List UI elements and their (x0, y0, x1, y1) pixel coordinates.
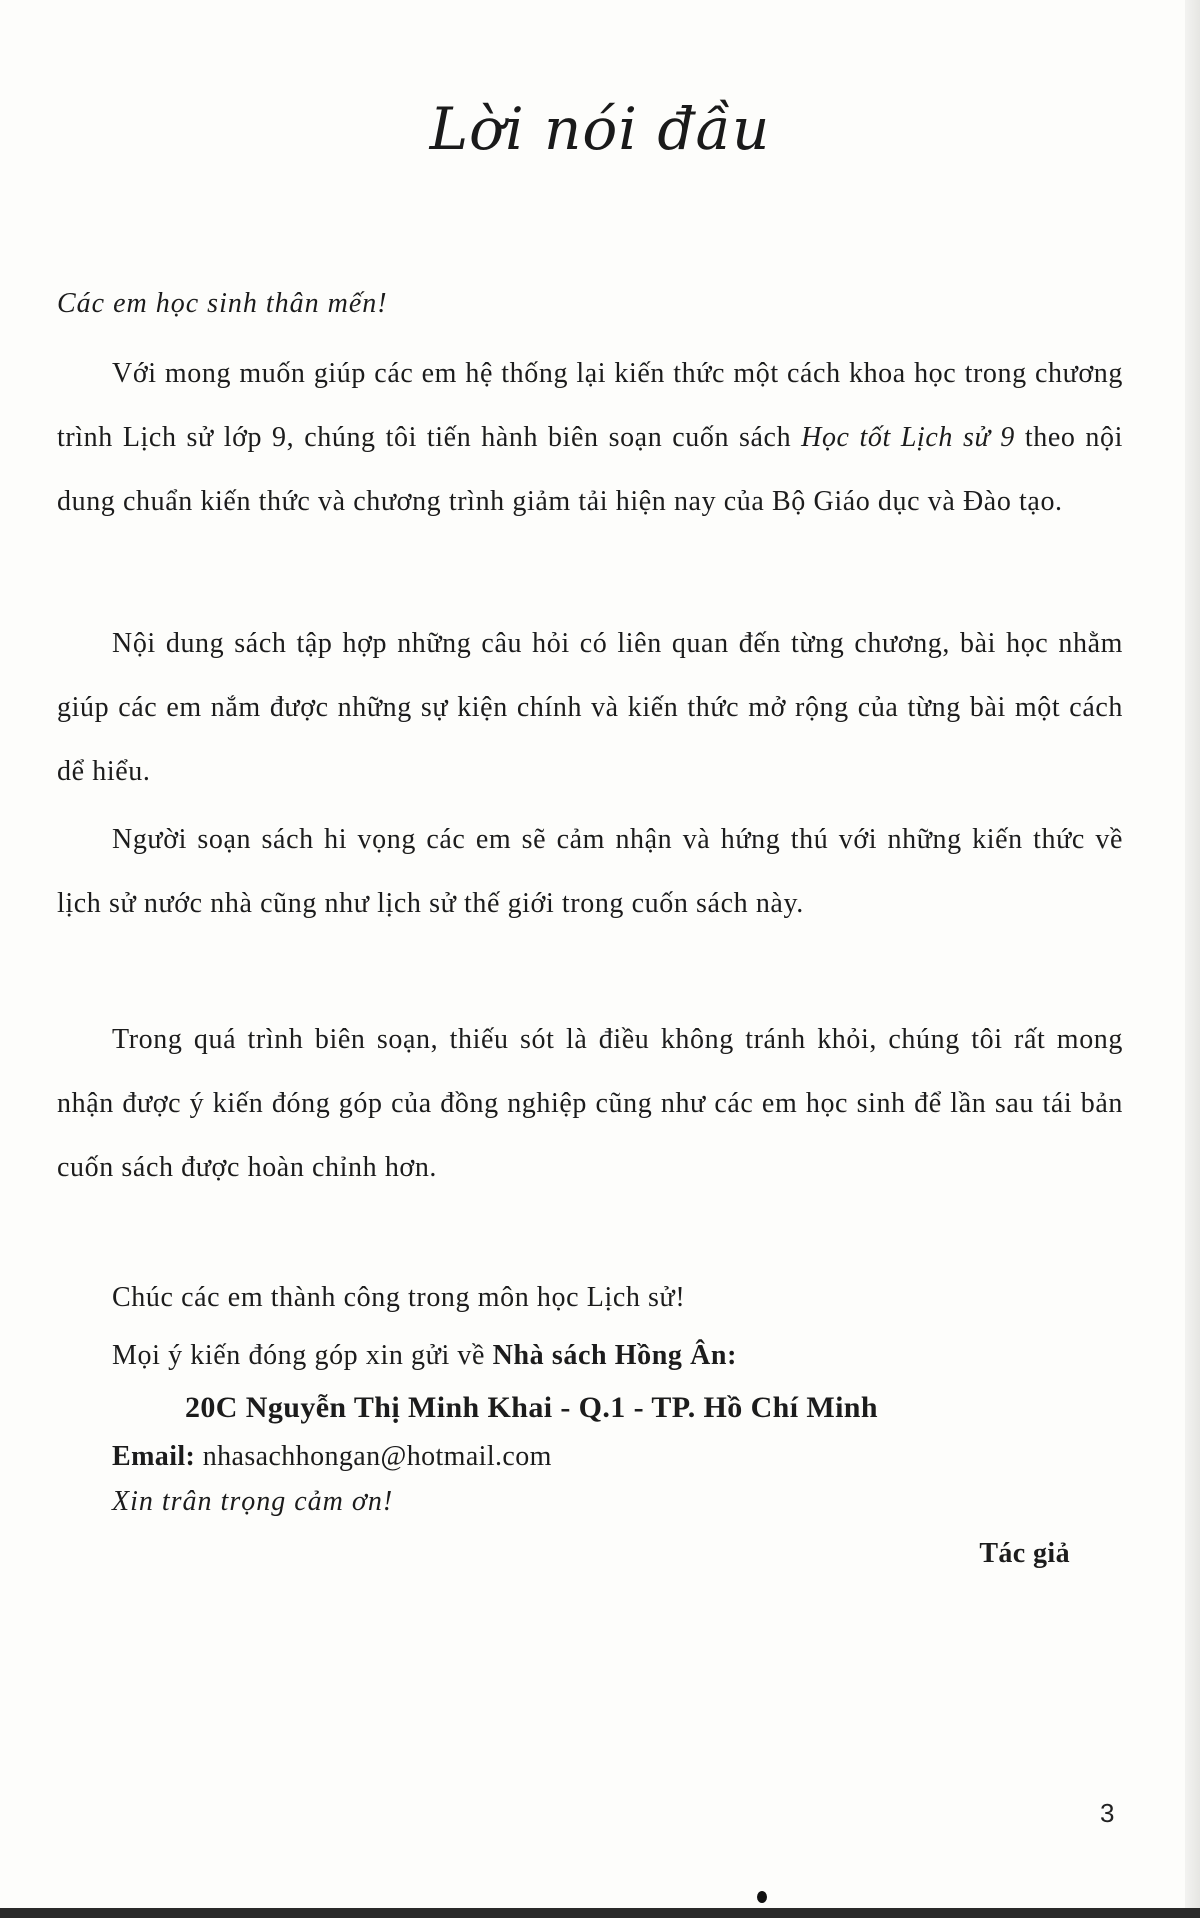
publisher-name: Nhà sách Hồng Ân: (492, 1340, 738, 1371)
contact-line (112, 1340, 737, 1372)
scan-bottom-edge (0, 1908, 1200, 1918)
paragraph-intro-after: theo nội dung chuẩn kiến thức và chương trình giảm tải hiện nay của Bộ Giáo dục và Đào tạo. (57, 422, 1123, 517)
page-title: Lời nói đầu (429, 95, 771, 163)
greeting: Các em học sinh thân mến! (57, 288, 388, 319)
paragraph-hope: Người soạn sách hi vọng các em sẽ cảm nhận và hứng thú với những kiến thức về lịch sử nước nhà cũng như lịch sử thế giới trong cuốn sách này. (57, 824, 1123, 919)
publisher-address: 20C Nguyễn Thị Minh Khai - Q.1 - TP. Hồ Chí Minh (185, 1391, 878, 1424)
email-address: nhasachhongan@hotmail.com (195, 1441, 552, 1472)
paragraph-content: Nội dung sách tập hợp những câu hỏi có liên quan đến từng chương, bài học nhằm giúp các em nắm được những sự kiện chính và kiến thức mở rộng của từng bài một cách dể hiểu. (57, 628, 1123, 787)
page-number: 3 (1100, 1798, 1115, 1828)
author-signature: Tác giả (979, 1538, 1070, 1569)
contact-intro: Mọi ý kiến đóng góp xin gửi về (112, 1340, 493, 1371)
paragraph-intro (57, 342, 1123, 534)
thanks-line: Xin trân trọng cảm ơn! (112, 1486, 394, 1517)
paragraph-wish: Chúc các em thành công trong môn học Lịch sử! (112, 1282, 686, 1313)
paragraph-intro-before: Với mong muốn giúp các em hệ thống lại kiến thức một cách khoa học trong chương trình Lịch sử lớp 9, chúng tôi tiến hành biên soạn cuốn sách (57, 358, 1123, 453)
book-title: Học tốt Lịch sử 9 (801, 422, 1015, 453)
email-line (112, 1441, 552, 1473)
print-dot-mark (757, 1891, 767, 1903)
page-edge-shadow (1185, 0, 1200, 1918)
email-label: Email: (112, 1441, 196, 1472)
paragraph-feedback: Trong quá trình biên soạn, thiếu sót là điều không tránh khỏi, chúng tôi rất mong nhận được ý kiến đóng góp của đồng nghiệp cũng như các em học sinh để lần sau tái bản cuốn sách được hoàn chỉnh hơn. (57, 1024, 1123, 1183)
